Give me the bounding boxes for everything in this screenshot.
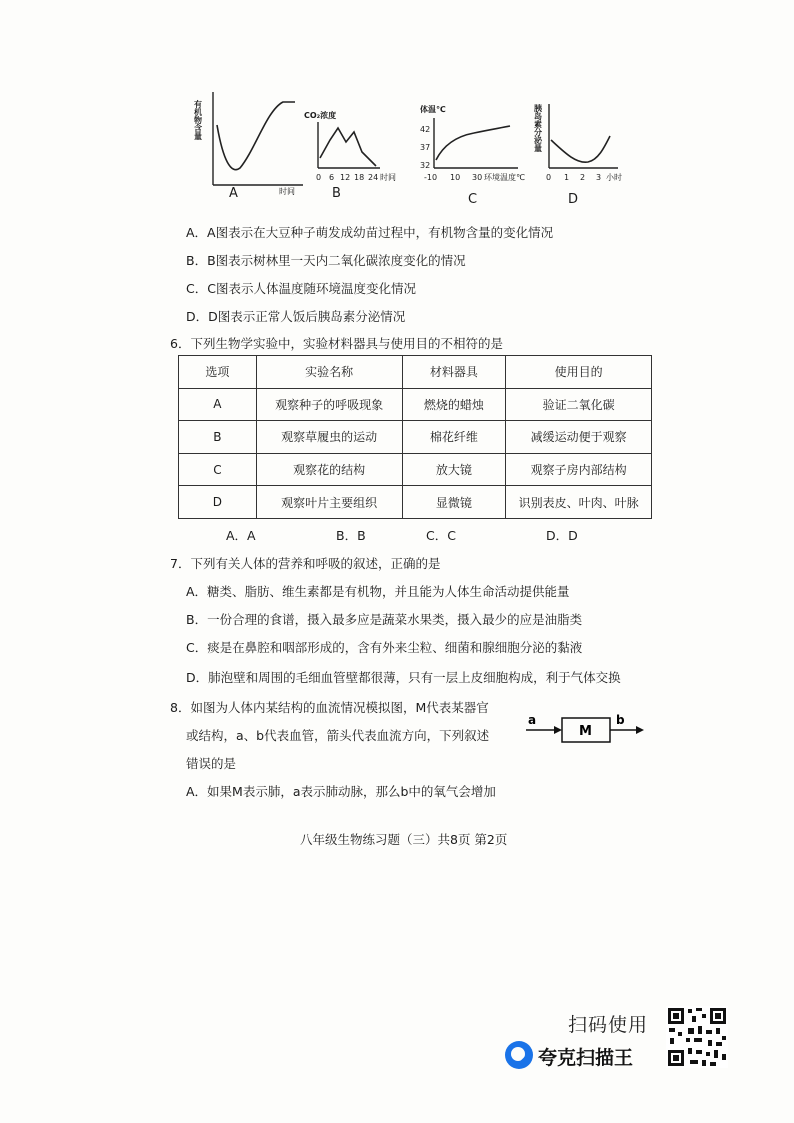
qr-code-svg bbox=[666, 1006, 728, 1068]
table-header-row bbox=[179, 356, 652, 389]
q7-option-d: D．肺泡壁和周围的毛细血管壁都很薄，只有一层上皮细胞构成，利于气体交换 bbox=[186, 670, 621, 685]
quark-logo-svg bbox=[504, 1040, 534, 1070]
chart-c-xlabel: 环境温度℃ bbox=[484, 173, 525, 182]
chart-d-xtick-0: 0 bbox=[546, 173, 552, 182]
blood-flow-svg bbox=[524, 708, 648, 748]
table-cell: 放大镜 bbox=[402, 453, 506, 486]
chart-d-svg bbox=[533, 100, 636, 210]
chart-b-tick-3: 18 bbox=[354, 173, 365, 182]
chart-d-xtick-1: 1 bbox=[564, 173, 570, 182]
table-cell: B bbox=[179, 421, 257, 454]
q8-option-a: A．如果M表示肺，a表示肺动脉，那么b中的氧气会增加 bbox=[186, 784, 496, 799]
q6-choice-c: C．C bbox=[426, 528, 456, 543]
chart-c-ylabel: 体温℃ bbox=[420, 105, 446, 114]
chart-c-xtick-2: 30 bbox=[472, 173, 483, 182]
table-cell: 棉花纤维 bbox=[402, 421, 506, 454]
table-cell: 观察花的结构 bbox=[256, 453, 402, 486]
q7-option-b: B．一份合理的食谱，摄入最多应是蔬菜水果类，摄入最少的应是油脂类 bbox=[186, 612, 583, 627]
table-cell: D bbox=[179, 486, 257, 519]
q7-option-c: C．痰是在鼻腔和咽部形成的，含有外来尘粒、细菌和腺细胞分泌的黏液 bbox=[186, 640, 583, 655]
chart-a-xlabel: 时间 bbox=[279, 187, 295, 196]
q7-stem: 7．下列有关人体的营养和呼吸的叙述，正确的是 bbox=[170, 556, 441, 571]
q6-stem: 6．下列生物学实验中，实验材料器具与使用目的不相符的是 bbox=[170, 336, 503, 351]
chart-b-ylabel: CO₂浓度 bbox=[304, 111, 337, 120]
q6-choice-a: A．A bbox=[226, 528, 256, 543]
chart-a-letter: A bbox=[229, 186, 238, 201]
experiment-table bbox=[178, 355, 652, 519]
table-cell: C bbox=[179, 453, 257, 486]
chart-d bbox=[533, 100, 636, 210]
chart-a bbox=[195, 90, 305, 200]
chart-c-letter: C bbox=[468, 192, 478, 207]
table-cell: 识别表皮、叶肉、叶脉 bbox=[506, 486, 652, 519]
chart-d-curve bbox=[551, 136, 610, 162]
qr-code-icon bbox=[666, 1006, 728, 1068]
chart-d-xtick-3: 3 bbox=[596, 173, 602, 182]
arrow-out-icon bbox=[636, 726, 644, 734]
q8-stem-line-3: 错误的是 bbox=[186, 756, 237, 771]
chart-a-svg bbox=[195, 90, 305, 200]
table-cell: 燃烧的蜡烛 bbox=[402, 388, 506, 421]
chart-d-xlabel: 小时 bbox=[606, 173, 622, 182]
q5-option-b: B．B图表示树林里一天内二氧化碳浓度变化的情况 bbox=[186, 253, 466, 268]
chart-b-tick-1: 6 bbox=[329, 173, 335, 182]
table-cell: A bbox=[179, 388, 257, 421]
chart-c-xtick-1: 10 bbox=[450, 173, 461, 182]
watermark-app-name: 夸克扫描王 bbox=[538, 1047, 634, 1069]
organ-m-label: M bbox=[579, 724, 592, 739]
table-header: 实验名称 bbox=[256, 356, 402, 389]
table-header: 材料器具 bbox=[402, 356, 506, 389]
chart-b-tick-2: 12 bbox=[340, 173, 351, 182]
table-row bbox=[179, 453, 652, 486]
chart-b-xlabel: 时间 bbox=[380, 173, 396, 182]
table-cell: 显微镜 bbox=[402, 486, 506, 519]
chart-c-curve bbox=[436, 126, 510, 160]
q5-option-a: A．A图表示在大豆种子萌发成幼苗过程中，有机物含量的变化情况 bbox=[186, 225, 554, 240]
table-row bbox=[179, 421, 652, 454]
blood-flow-diagram bbox=[524, 708, 648, 748]
page-footer: 八年级生物练习题（三）共8页 第2页 bbox=[300, 832, 508, 847]
q5-option-d: D．D图表示正常人饭后胰岛素分泌情况 bbox=[186, 309, 406, 324]
table-cell: 观察草履虫的运动 bbox=[256, 421, 402, 454]
q8-stem-line-2: 或结构，a、b代表血管，箭头代表血流方向，下列叙述 bbox=[186, 728, 490, 743]
chart-c-ytick-1: 37 bbox=[420, 143, 431, 152]
q6-choice-b: B．B bbox=[336, 528, 366, 543]
table-row bbox=[179, 388, 652, 421]
chart-d-xtick-2: 2 bbox=[580, 173, 586, 182]
table-header: 使用目的 bbox=[506, 356, 652, 389]
table-cell: 观察叶片主要组织 bbox=[256, 486, 402, 519]
chart-b-svg bbox=[302, 108, 402, 204]
q8-stem-line-1: 8．如图为人体内某结构的血流情况模拟图，M代表某器官 bbox=[170, 700, 489, 715]
chart-c-ytick-0: 42 bbox=[420, 125, 431, 134]
chart-c-xtick-0: -10 bbox=[424, 173, 438, 182]
watermark-logo-icon bbox=[504, 1040, 534, 1070]
chart-d-ylabel: 胰岛素分泌量 bbox=[533, 104, 543, 152]
chart-b-curve bbox=[320, 128, 376, 166]
chart-b-tick-0: 0 bbox=[316, 173, 322, 182]
table-cell: 减缓运动便于观察 bbox=[506, 421, 652, 454]
chart-b bbox=[302, 108, 402, 204]
vessel-a-label: a bbox=[528, 713, 537, 727]
chart-d-letter: D bbox=[568, 192, 579, 207]
q7-option-a: A．糖类、脂肪、维生素都是有机物，并且能为人体生命活动提供能量 bbox=[186, 584, 570, 599]
chart-a-ylabel: 有机物含量 bbox=[193, 100, 203, 140]
vessel-b-label: b bbox=[616, 713, 625, 727]
table-cell: 观察种子的呼吸现象 bbox=[256, 388, 402, 421]
chart-c-ytick-2: 32 bbox=[420, 161, 431, 170]
table-cell: 验证二氧化碳 bbox=[506, 388, 652, 421]
chart-c bbox=[418, 100, 533, 208]
arrow-in-icon bbox=[554, 726, 562, 734]
table-row bbox=[179, 486, 652, 519]
watermark-scan-text: 扫码使用 bbox=[568, 1014, 649, 1036]
chart-b-tick-4: 24 bbox=[368, 173, 379, 182]
q5-option-c: C．C图表示人体温度随环境温度变化情况 bbox=[186, 281, 416, 296]
q6-choice-d: D．D bbox=[546, 528, 578, 543]
table-header: 选项 bbox=[179, 356, 257, 389]
chart-a-curve bbox=[217, 102, 295, 170]
chart-b-letter: B bbox=[332, 186, 341, 201]
table-cell: 观察子房内部结构 bbox=[506, 453, 652, 486]
